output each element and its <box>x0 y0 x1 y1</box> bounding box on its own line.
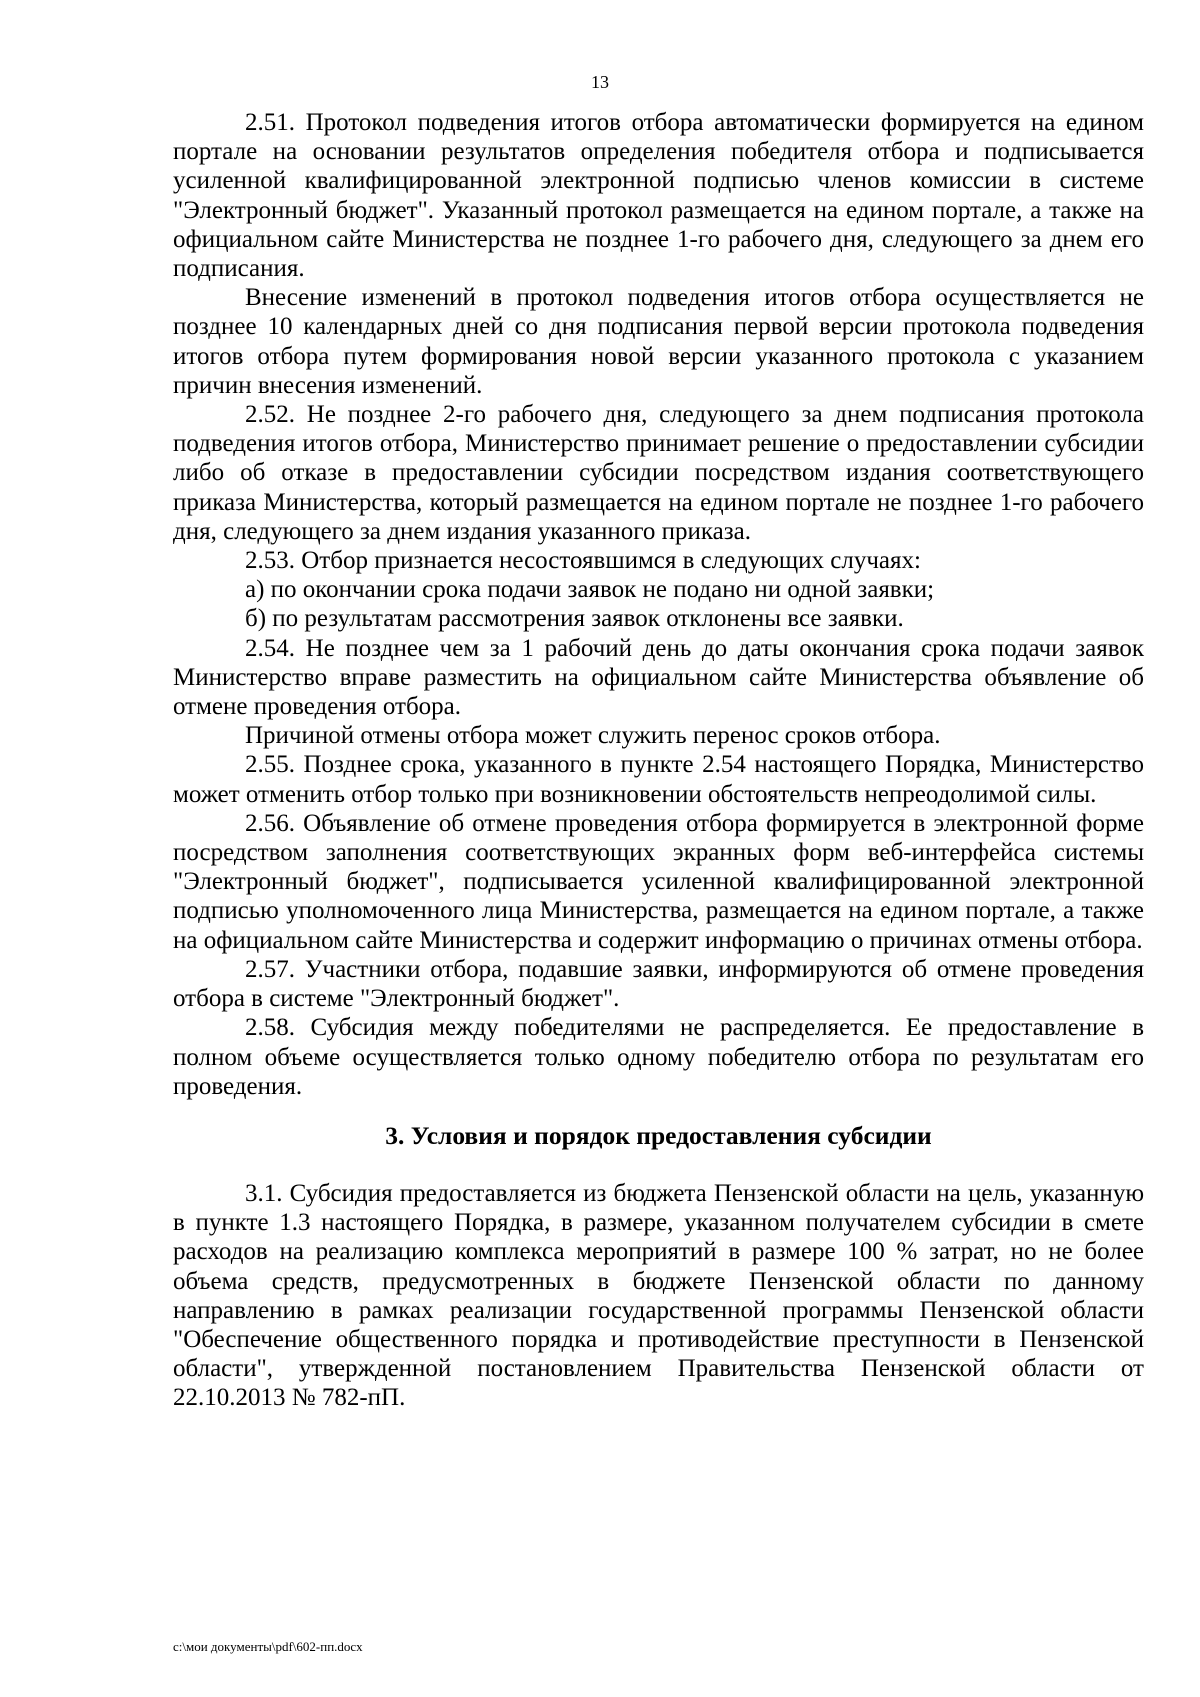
paragraph-protocol-changes: Внесение изменений в протокол подведения итогов отбора осуществляется не позднее 10 календарных дней со дня подписания первой версии протокола подведения итогов отбора путем формирования новой версии указанного протокола с указанием причин внесения изменений. <box>173 284 1144 399</box>
paragraph-2-58: 2.58. Субсидия между победителями не распределяется. Ее предоставление в полном объеме осуществляется только одному победителю отбора по результатам его проведения. <box>173 1014 1144 1100</box>
paragraph-2-51: 2.51. Протокол подведения итогов отбора автоматически формируется на едином портале на основании результатов определения победителя отбора и подписывается усиленной квалифицированной электронной подписью членов комиссии в системе "Электронный бюджет". Указанный протокол размещается на едином портале, а также на официальном сайте Министерства не позднее 1-го рабочего дня, следующего за днем его подписания. <box>173 109 1144 283</box>
paragraph-2-53-a: а) по окончании срока подачи заявок не подано ни одной заявки; <box>245 576 935 604</box>
paragraph-2-54: 2.54. Не позднее чем за 1 рабочий день до даты окончания срока подачи заявок Министерство вправе разместить на официальном сайте Министерства объявление об отмене проведения отбора. <box>173 634 1144 721</box>
section-heading: 3. Условия и порядок предоставления субсидии <box>385 1120 932 1150</box>
paragraph-2-53: 2.53. Отбор признается несостоявшимся в следующих случаях: <box>245 547 921 575</box>
paragraph-2-57: 2.57. Участники отбора, подавшие заявки, информируются об отмене проведения отбора в системе "Электронный бюджет". <box>173 955 1144 1013</box>
paragraph-2-56: 2.56. Объявление об отмене проведения отбора формируется в электронной форме посредством заполнения соответствующих экранных форм веб-интерфейса системы "Электронный бюджет", подписывается усиленной квалифицированной электронной подписью уполномоченного лица Министерства, размещается на едином портале, а также на официальном сайте Министерства и содержит информацию о причинах отмены отбора. <box>173 809 1144 954</box>
paragraph-cancel-reason: Причиной отмены отбора может служить перенос сроков отбора. <box>245 722 941 750</box>
footer-file-path: c:\мои документы\pdf\602-пп.docx <box>173 1639 363 1654</box>
paragraph-2-55: 2.55. Позднее срока, указанного в пункте 2.54 настоящего Порядка, Министерство может отменить отбор только при возникновении обстоятельств непреодолимой силы. <box>173 751 1144 808</box>
paragraph-2-52: 2.52. Не позднее 2-го рабочего дня, следующего за днем подписания протокола подведения итогов отбора, Министерство принимает решение о предоставлении субсидии либо об отказе в предоставлении субсидии посредством издания соответствующего приказа Министерства, который размещается на едином портале не позднее 1-го рабочего дня, следующего за днем издания указанного приказа. <box>173 401 1144 545</box>
page-number: 13 <box>591 72 609 92</box>
paragraph-3-1: 3.1. Субсидия предоставляется из бюджета Пензенской области на цель, указанную в пункте 1.3 настоящего Порядка, в размере, указанном получателем субсидии в смете расходов на реализацию комплекса мероприятий в размере 100 % затрат, но не более объема средств, предусмотренных в бюджете Пензенской области по данному направлению в рамках реализации государственной программы Пензенской области "Обеспечение общественного порядка и противодействие преступности в Пензенской области", утвержденной постановлением Правительства Пензенской области от 22.10.2013 № 782-пП. <box>173 1179 1144 1412</box>
paragraph-2-53-b: б) по результатам рассмотрения заявок отклонены все заявки. <box>245 605 904 633</box>
document-body <box>173 108 1144 1413</box>
